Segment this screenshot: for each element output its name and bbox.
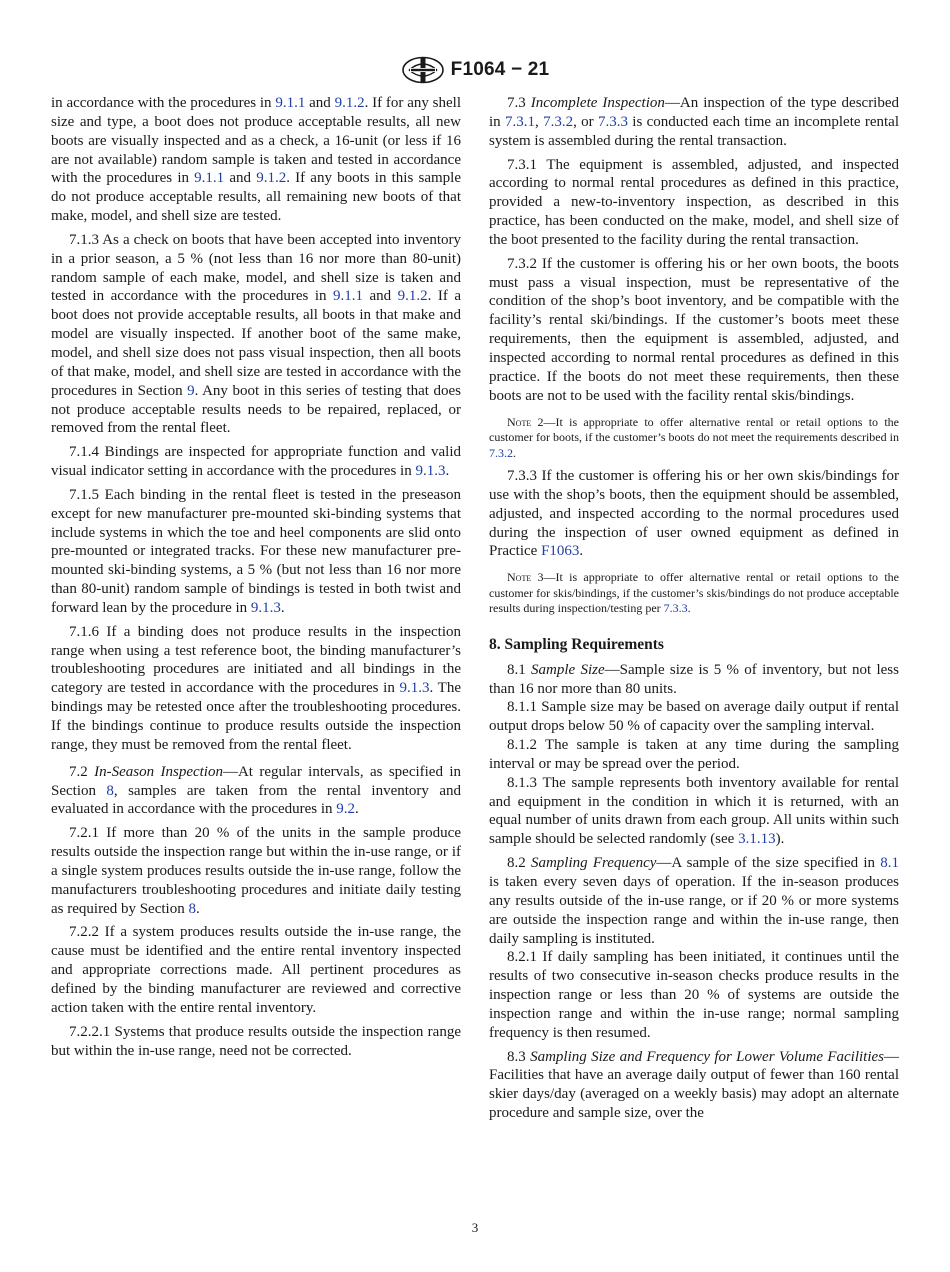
paragraph-8-2-1: 8.2.1 If daily sampling has been initiated, it continues until the results of two consecutive in-season checks produce results in the inspection range or less than 20 % of systems are outside the inspection range and within the in-use range; normal sampling frequency is then resumed. [489, 949, 899, 1041]
paragraph-7-1-2-continued [51, 94, 461, 226]
paragraph-7-3-2: 7.3.2 If the customer is offering his or her own boots, the boots must pass a visual inspection, must be representative of the condition of the shop’s boot inventory, and be compatible with the facility’s rental ski/bindings. If the customer’s boots meet these requirements, then the equipment is assembled, adjusted, and inspected according to normal rental procedures as defined in this practice. If the boots do not meet these requirements, then these boots are not to be used with the facility rental skis/bindings. [489, 255, 899, 404]
paragraph-text: , samples are taken from the rental inventory and evaluated in accordance with the procedures in [51, 782, 461, 818]
paragraph-text: , [535, 113, 544, 130]
ref-link-9-1-2[interactable]: 9.1.2 [397, 288, 428, 305]
note-text: . [687, 601, 691, 616]
paragraph-text: is conducted each time an incomplete rental system is assembled during the rental transaction. [489, 113, 899, 149]
paragraph-text: . [579, 543, 584, 560]
paragraph-text: . If a boot does not provide acceptable results, all boots in that make and model are visually inspected. If another boot of the same make, model, and shell size does not pass visual inspection, then all boots of that make, model, and shell size are tested in accordance with the procedures in Section [51, 288, 461, 399]
document-id: F1064 − 21 [450, 59, 550, 80]
paragraph-text: 8.1.3 The sample represents both inventory available for rental and equipment in the condition in which it is returned, with an equal number of units drawn from each group. All units within such sample should be selected randomly (see [489, 774, 899, 848]
paragraph-text: ). [775, 831, 785, 848]
right-column [489, 94, 899, 1123]
paragraph-8-2 [489, 854, 899, 948]
paragraph-text: 7.1.5 Each binding in the rental fleet is tested in the preseason except for new manufacturer pre-mounted ski-binding systems that include systems in which the toe and heel components are slid onto pre-mounted or integrated tracks. For these new manufacturer pre-mounted ski-binding systems, a 5 % (but not less than 16 nor more than 80-unit) random sample of bindings is tested in both twist and forward lean by the procedure in [51, 486, 461, 616]
paragraph-title: Sampling Size and Frequency for Lower Volume Facilities [530, 1048, 885, 1065]
ref-link-7-3-3[interactable]: 7.3.3 [663, 601, 688, 616]
ref-link-section-8[interactable]: 8 [106, 782, 114, 799]
paragraph-title: In-Season Inspection [94, 763, 223, 780]
ref-link-9-1-2[interactable]: 9.1.2 [256, 170, 287, 187]
note-label: Note [507, 414, 532, 429]
paragraph-text: 7.2.1 If more than 20 % of the units in the sample produce results outside the inspection range but within the in-use range, or if a single system produces results outside the in-use range, follow the manufacturers troubleshooting procedures and initiate daily testing as required by Section [51, 825, 461, 917]
paragraph-text: . [445, 463, 450, 480]
ref-link-9-1-1[interactable]: 9.1.1 [332, 288, 363, 305]
paragraph-text: 7.1.3 As a check on boots that have been accepted into inventory in a prior season, a 5 % (not less than 16 nor more than 80-unit) random sample of each make, model, and shell size is taken and tested in accordance with the procedures in [51, 231, 461, 305]
paragraph-7-3 [489, 94, 899, 151]
ref-link-9-1-3[interactable]: 9.1.3 [250, 599, 281, 616]
ref-link-section-8[interactable]: 8 [188, 900, 196, 917]
ref-link-section-9[interactable]: 9 [187, 382, 195, 399]
paragraph-text: —At regular intervals, as specified in Section [51, 763, 461, 799]
paragraph-text: 7.1.4 Bindings are inspected for appropriate function and valid visual indicator setting in accordance with the procedures in [51, 444, 461, 480]
ref-link-9-1-3[interactable]: 9.1.3 [415, 463, 446, 480]
paragraph-8-3 [489, 1048, 899, 1123]
paragraph-8-1-2: 8.1.2 The sample is taken at any time during the sampling interval or may be spread over the period. [489, 737, 899, 772]
paragraph-7-3-3 [489, 467, 899, 561]
paragraph-7-2-1 [51, 824, 461, 918]
paragraph-number: 8.3 [507, 1048, 531, 1065]
paragraph-text: in accordance with the procedures in [51, 95, 276, 111]
note-text: 3—It is appropriate to offer alternative rental or retail options to the customer for skis/bindings, if the customer’s skis/bindings do not produce acceptable results during inspection/testing per [489, 570, 899, 616]
ref-link-9-1-2[interactable]: 9.1.2 [334, 95, 365, 111]
paragraph-text: . [195, 900, 200, 917]
left-column [51, 94, 461, 1060]
section-heading-8: 8. Sampling Requirements [489, 635, 664, 653]
page-number: 3 [471, 1220, 479, 1235]
paragraph-7-2-2-1: 7.2.2.1 Systems that produce results outside the inspection range but within the in-use range, need not be corrected. [51, 1023, 461, 1059]
paragraph-7-2 [51, 763, 461, 820]
ref-link-7-3-3[interactable]: 7.3.3 [597, 113, 628, 130]
paragraph-text: and [224, 170, 257, 187]
note-3 [489, 570, 899, 617]
paragraph-text: . The bindings may be retested once after the troubleshooting procedures. If the bindings continue to produce results outside the inspection range, they must be removed from the rental fleet. [51, 680, 461, 753]
note-2 [489, 415, 899, 462]
note-text: 2—It is appropriate to offer alternative rental or retail options to the customer for boots, if the customer’s boots do not meet the requirements described in [489, 414, 899, 444]
paragraph-8-1 [489, 661, 899, 699]
paragraph-text: 7.1.6 If a binding does not produce results in the inspection range when using a test reference boot, the binding manufacturer’s troubleshooting procedures are initiated and all bindings in the category are tested in accordance with the procedures in [51, 623, 461, 697]
paragraph-text: . If for any shell size and type, a boot does not produce acceptable results, all new boots are visually inspected and as a check, a 16-unit (or less if 16 are not available) random sample is taken and tested in accordance with the procedures in [51, 95, 461, 187]
paragraph-number: 8.1 [507, 661, 532, 678]
paragraph-8-1-3 [489, 774, 899, 849]
paragraph-7-1-3 [51, 231, 461, 438]
paragraph-8-1-1: 8.1.1 Sample size may be based on average daily output if rental output drops below 50 % of capacity over the sampling interval. [489, 699, 899, 735]
astm-logo-icon [401, 56, 445, 84]
ref-link-8-1[interactable]: 8.1 [880, 855, 899, 872]
paragraph-7-1-6 [51, 623, 461, 755]
paragraph-text: 7.3.3 If the customer is offering his or her own skis/bindings for use with the shop’s boots, then the equipment should be assembled, adjusted, and inspected according to the normal procedures used during the inspection of user owned equipment as defined in Practice [489, 468, 899, 560]
paragraph-text: —An inspection of the type described in [489, 95, 900, 130]
paragraph-text: . If any boots in this sample do not produce acceptable results, all remaining new boots of that make, model, and shell size are tested. [51, 170, 461, 225]
page-header [0, 56, 950, 84]
paragraph-title: Incomplete Inspection [530, 95, 665, 111]
paragraph-text: . Any boot in this series of testing that does not produce acceptable results needs to be repaired, replaced, or removed from the rental fleet. [51, 382, 461, 437]
ref-link-7-3-1[interactable]: 7.3.1 [505, 113, 535, 130]
paragraph-7-1-5 [51, 486, 461, 618]
ref-link-7-3-2[interactable]: 7.3.2 [543, 113, 574, 130]
ref-link-9-1-1[interactable]: 9.1.1 [275, 95, 306, 111]
note-label: Note [507, 570, 532, 585]
paragraph-text: —A sample of the size specified in [656, 855, 881, 872]
paragraph-text: is taken every seven days of operation. If the in-season produces any results outside of the in-use range, or if 20 % or more systems are outside the inspection range and within the in-use range, then daily sampling is instituted. [489, 874, 899, 947]
note-text: . [513, 445, 516, 460]
paragraph-text: —Facilities that have an average daily output of fewer than 160 rental skier days/day (averaged on a weekly basis) may adopt an alternate procedure and sample size, over the [489, 1048, 900, 1122]
paragraph-text: and [362, 288, 398, 305]
ref-link-f1063[interactable]: F1063 [541, 543, 580, 560]
ref-link-9-1-1[interactable]: 9.1.1 [194, 170, 225, 187]
paragraph-7-2-2: 7.2.2 If a system produces results outside the in-use range, the cause must be identified and the entire rental inventory inspected and appropriate corrections made. All pertinent procedures as defined by the binding manufacturer are reviewed and corrective action taken with the entire rental inventory. [51, 924, 461, 1016]
ref-link-7-3-2[interactable]: 7.3.2 [489, 445, 513, 460]
paragraph-7-3-1: 7.3.1 The equipment is assembled, adjusted, and inspected according to normal rental procedures as defined in this practice, provided a new-to-inventory inspection, as described in this practice, has been conducted on the make, model, and shell size of the boot presented to the facility during the rental transaction. [489, 156, 899, 248]
paragraph-text: —Sample size is 5 % of inventory, but not less than 16 nor more than 80 units. [489, 661, 899, 697]
paragraph-title: Sample Size [531, 661, 605, 678]
paragraph-7-1-4 [51, 443, 461, 481]
ref-link-3-1-13[interactable]: 3.1.13 [738, 831, 776, 848]
paragraph-text: , or [573, 113, 598, 130]
paragraph-text: and [305, 95, 335, 111]
ref-link-9-2[interactable]: 9.2 [336, 801, 356, 818]
ref-link-9-1-3[interactable]: 9.1.3 [399, 680, 430, 697]
paragraph-number: 7.3 [507, 95, 531, 111]
paragraph-number: 8.2 [507, 855, 531, 872]
paragraph-text: . [280, 599, 285, 616]
paragraph-text: . [355, 801, 359, 818]
paragraph-title: Sampling Frequency [530, 855, 657, 872]
paragraph-number: 7.2 [69, 763, 95, 780]
